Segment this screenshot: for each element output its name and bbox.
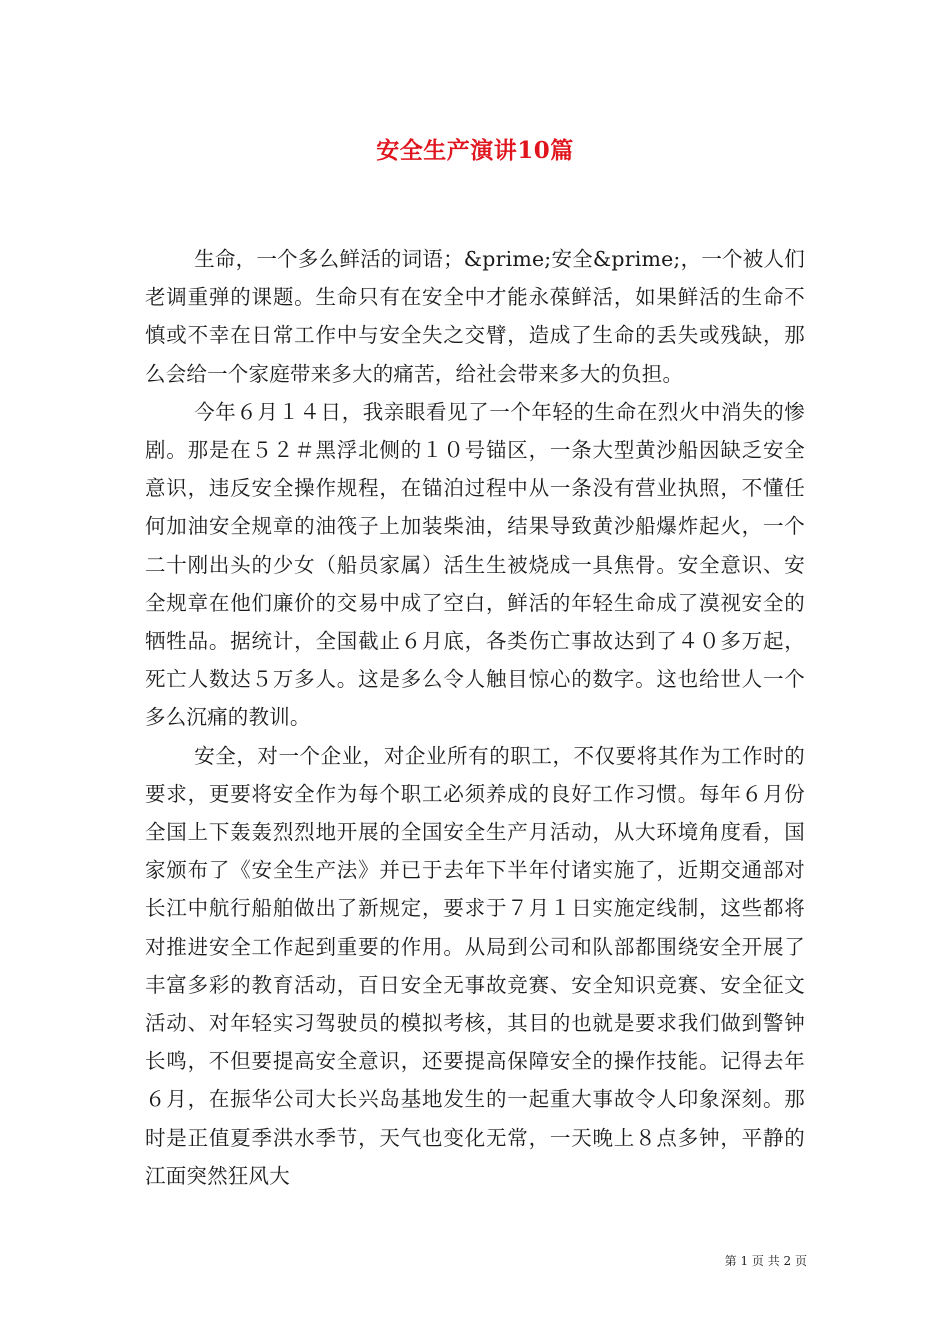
document-body: [145, 240, 805, 1195]
page-number-footer: 第 1 页 共 2 页: [724, 1254, 807, 1268]
paragraph-2: 今年６月１４日，我亲眼看见了一个年轻的生命在烈火中消失的惨剧。那是在５２＃黑浮北侧的１０号锚区，一条大型黄沙船因缺乏安全意识，违反安全操作规程，在锚泊过程中从一条没有营业执照，不懂任何加油安全规章的油筏子上加装柴油，结果导致黄沙船爆炸起火，一个二十刚出头的少女（船员家属）活生生被烧成一具焦骨。安全意识、安全规章在他们廉价的交易中成了空白，鲜活的年轻生命成了漠视安全的牺牲品。据统计，全国截止６月底，各类伤亡事故达到了４０多万起，死亡人数达５万多人。这是多么令人触目惊心的数字。这也给世人一个多么沉痛的教训。: [145, 399, 805, 730]
document-title: 安全生产演讲10篇: [376, 137, 574, 164]
paragraph-3: 安全，对一个企业，对企业所有的职工，不仅要将其作为工作时的要求，更要将安全作为每个职工必须养成的良好工作习惯。每年６月份全国上下轰轰烈烈地开展的全国安全生产月活动，从大环境角度看，国家颁布了《安全生产法》并已于去年下半年付诸实施了，近期交通部对长江中航行船舶做出了新规定，要求于７月１日实施定线制，这些都将对推进安全工作起到重要的作用。从局到公司和队部都围绕安全开展了丰富多彩的教育活动，百日安全无事故竞赛、安全知识竞赛、安全征文活动、对年轻实习驾驶员的模拟考核，其目的也就是要求我们做到警钟长鸣，不但要提高安全意识，还要提高保障安全的操作技能。记得去年６月，在振华公司大长兴岛基地发生的一起重大事故令人印象深刻。那时是正值夏季洪水季节，天气也变化无常，一天晚上８点多钟，平静的江面突然狂风大: [145, 743, 805, 1188]
paragraph-1: 生命，一个多么鲜活的词语；&prime;安全&prime;，一个被人们老调重弹的课题。生命只有在安全中才能永葆鲜活，如果鲜活的生命不慎或不幸在日常工作中与安全失之交臂，造成了生命的丢失或残缺，那么会给一个家庭带来多大的痛苦，给社会带来多大的负担。: [145, 247, 805, 386]
